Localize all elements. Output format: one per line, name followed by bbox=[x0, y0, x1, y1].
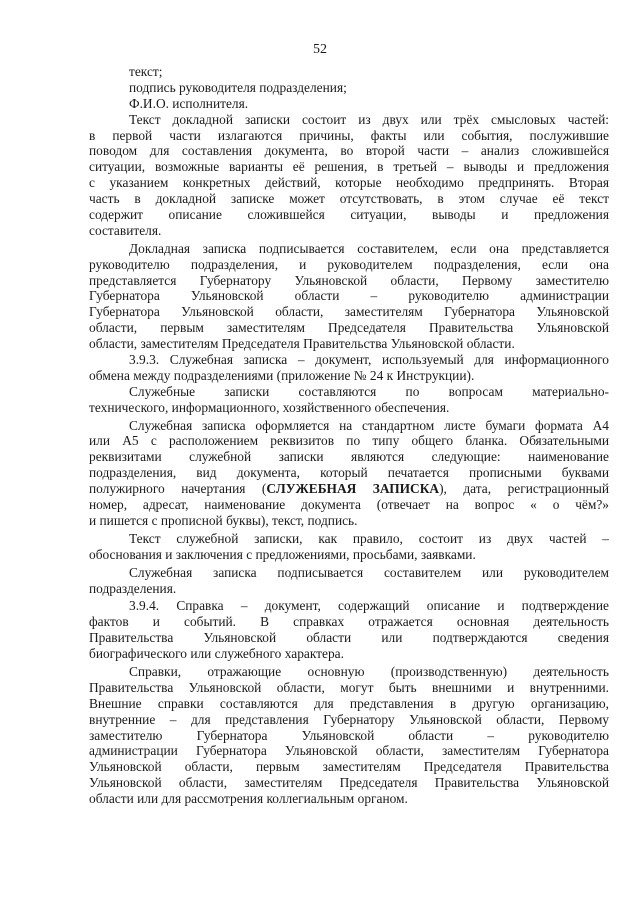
bold-text-segment: СЛУЖЕБНАЯ ЗАПИСКА bbox=[266, 481, 440, 497]
text-line: поводом для составления документа, во второй части – анализ сложившейся bbox=[89, 143, 609, 159]
text-line: Служебная записка подписывается составителем или руководителем bbox=[129, 564, 609, 580]
text-line: технического, информационного, хозяйственного обеспечения. bbox=[89, 399, 450, 415]
text-line: с указанием конкретных действий, которые необходимо предпринять. Вторая bbox=[89, 175, 609, 191]
text-line: Текст служебной записки, как правило, состоит из двух частей – bbox=[129, 530, 609, 546]
text-line: Ульяновской области, первым заместителям Председателя Правительства bbox=[89, 759, 609, 775]
text-line: Текст докладной записки состоит из двух или трёх смысловых частей: bbox=[129, 111, 609, 127]
text-line: руководителю подразделения, и руководителем подразделения, если она bbox=[89, 256, 609, 272]
text-line: Докладная записка подписывается составителем, если она представляется bbox=[129, 240, 609, 256]
text-line bbox=[89, 481, 609, 497]
text-line: номер, адресат, наименование документа (отвечает на вопрос « о чём?» bbox=[89, 497, 609, 513]
text-line: часть в докладной записке может отсутствовать, в этом случае её текст bbox=[89, 191, 609, 207]
text-line: обмена между подразделениями (приложение № 24 к Инструкции). bbox=[89, 367, 475, 383]
text-line: Внешние справки составляются для представления в другую организацию, bbox=[89, 695, 609, 711]
text-line: Служебные записки составляются по вопросам материально- bbox=[129, 383, 609, 399]
text-line: и пишется с прописной буквы), текст, подпись. bbox=[89, 512, 358, 528]
text-line: Служебная записка оформляется на стандартном листе бумаги формата А4 bbox=[129, 417, 609, 433]
text-line: администрации Губернатора Ульяновской области, заместителям Губернатора bbox=[89, 743, 609, 759]
text-line: 3.9.3. Служебная записка – документ, используемый для информационного bbox=[129, 352, 609, 368]
text-line: области или для рассмотрения коллегиальным органом. bbox=[89, 791, 408, 807]
text-line: подразделения, вид документа, который печатается прописными буквами bbox=[89, 465, 609, 481]
text-line: обоснования и заключения с предложениями, просьбами, заявками. bbox=[89, 546, 476, 562]
text-line: текст; bbox=[129, 64, 163, 79]
text-line: Справки, отражающие основную (производственную) деятельность bbox=[129, 663, 609, 679]
text-line: в первой части излагаются причины, факты или события, послужившие bbox=[89, 127, 609, 143]
text-line: реквизитами служебной записки являются следующие: наименование bbox=[89, 449, 609, 465]
text-line: Губернатора Ульяновской области – руководителю администрации bbox=[89, 288, 609, 304]
text-line: внутренние – для представления Губернатору Ульяновской области, Первому bbox=[89, 711, 609, 727]
text-line: заместителю Губернатора Ульяновской области – руководителю bbox=[89, 727, 609, 743]
text-line: Ф.И.О. исполнителя. bbox=[129, 95, 249, 111]
text-line: подпись руководителя подразделения; bbox=[129, 79, 347, 95]
text-line: 3.9.4. Справка – документ, содержащий описание и подтверждение bbox=[129, 598, 609, 614]
text-line: Губернатора Ульяновской области, заместителям Губернатора Ульяновской bbox=[89, 304, 609, 320]
text-segment: полужирного начертания ( bbox=[89, 481, 267, 497]
text-line: области, первым заместителям Председателя Правительства Ульяновской bbox=[89, 320, 609, 336]
text-line: фактов и событий. В справках отражается основная деятельность bbox=[89, 614, 609, 630]
text-line: Правительства Ульяновской области или подтверждаются сведения bbox=[89, 630, 609, 646]
text-line: или А5 с расположением реквизитов по типу общего бланка. Обязательными bbox=[89, 433, 609, 449]
text-line: Ульяновской области, заместителям Председателя Правительства Ульяновской bbox=[89, 775, 609, 791]
text-line: области, заместителям Председателя Правительства Ульяновской области. bbox=[89, 336, 515, 352]
text-segment: ), дата, регистрационный bbox=[439, 481, 609, 497]
text-line: подразделения. bbox=[89, 580, 177, 596]
document-body bbox=[89, 64, 609, 807]
text-line: биографического или служебного характера. bbox=[89, 646, 344, 662]
text-line: представляется Губернатору Ульяновской области, Первому заместителю bbox=[89, 272, 609, 288]
text-line: составителя. bbox=[89, 222, 162, 238]
text-line: ситуации, возможные варианты её решения, в третьей – выводы и предложения bbox=[89, 159, 609, 175]
page-number: 52 bbox=[313, 42, 327, 57]
text-line: Правительства Ульяновской области, могут быть внешними и внутренними. bbox=[89, 679, 609, 695]
text-line: содержит описание сложившейся ситуации, выводы и предложения bbox=[89, 207, 609, 223]
